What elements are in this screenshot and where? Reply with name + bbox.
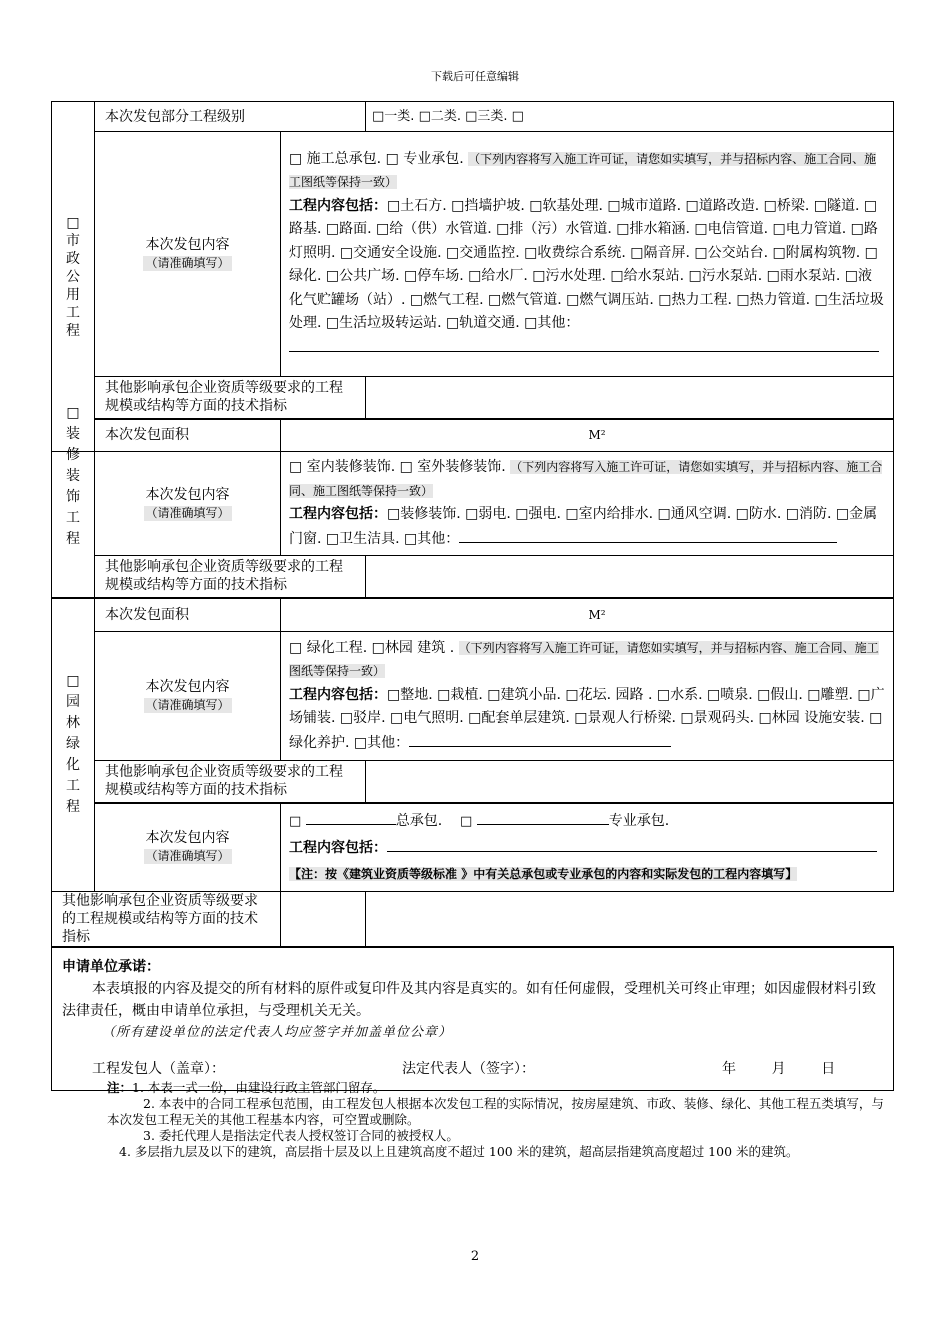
general-contract-input[interactable] xyxy=(306,809,396,825)
contract-type-options[interactable]: □ 施工总承包. □ 专业承包. xyxy=(289,150,464,167)
page-header: 下载后可任意编辑 xyxy=(431,70,519,83)
other-input-line[interactable] xyxy=(459,527,837,543)
grade-options[interactable]: □一类. □二类. □三类. □ xyxy=(366,102,894,132)
other-items-input[interactable] xyxy=(387,836,877,852)
municipal-items[interactable]: □土石方. □挡墙护坡. □软基处理. □城市道路. □道路改造. □桥梁. □隧道. □路基. □路面. □给（供）水管道. □排（污）水管道. □排水箱涵. □电信管道. □电力管道. □路灯照明. □交通安全设施. □交通监控. □收费综合系统. □隔音屏. □公交站台. □附属构筑物. □绿化. □公共广场. □停车场. □给水厂. □污水处理. □给水泵站. □污水泵站. □雨水泵站. □液化气贮罐场（站）. □燃气工程. □燃气管道. □燃气调压站. □热力工程. □热力管道. □生活垃圾处理. □生活垃圾转运站. □轨道交通. □其他： xyxy=(289,197,884,332)
landscape-content-label: 本次发包内容 （请准确填写） xyxy=(95,632,281,761)
other-tech-input[interactable] xyxy=(281,891,366,947)
date-label: 年 月 日 xyxy=(722,1060,836,1077)
other-tech-label: 其他影响承包企业资质等级要求的工程规模或结构等方面的技术指标 xyxy=(52,891,281,947)
special-contract-input[interactable] xyxy=(477,809,609,825)
issuer-label: 工程发包人（盖章）： xyxy=(92,1060,225,1077)
other-content-label: 本次发包内容 （请准确填写） xyxy=(95,803,281,892)
grade-label: 本次发包部分工程级别 xyxy=(95,102,366,132)
decoration-area-input[interactable]: M² xyxy=(281,419,894,452)
application-form-table xyxy=(51,101,894,452)
municipal-section-label: □ 市 政 公 用 工 程 xyxy=(52,102,95,452)
landscape-area-input[interactable]: M² xyxy=(281,598,894,632)
notice-text: （下列内容将写入施工许可证，请您如实填写，并与招标内容、施工合同、施工图纸等保持一致） xyxy=(289,151,877,190)
other-content[interactable]: □ 总承包. □ 专业承包. 工程内容包括： 【注：按《建筑业资质等级标准 》中有关总承包或专业承包的内容和实际发包的工程内容填写】 xyxy=(281,803,894,892)
other-input-line[interactable] xyxy=(409,731,671,747)
decoration-tech-label: 其他影响承包企业资质等级要求的工程规模或结构等方面的技术指标 xyxy=(95,556,366,598)
municipal-tech-label: 其他影响承包企业资质等级要求的工程规模或结构等方面的技术指标 xyxy=(95,377,366,419)
landscape-content[interactable]: □ 绿化工程. □林园 建筑 . （下列内容将写入施工许可证，请您如实填写，并与招标内容、施工合同、施工图纸等保持一致） 工程内容包括：□整地. □栽植. □建筑小品. □花坛. 园路 . □水系. □喷泉. □假山. □雕塑. □广场铺装. □驳岸. □电气照明. □配套单层建筑. □景观人行桥梁. □景观码头. □林园 设施安装. □绿化养护. □其他： xyxy=(281,632,894,761)
landscape-items[interactable]: □整地. □栽植. □建筑小品. □花坛. 园路 . □水系. □喷泉. □假山. □雕塑. □广场铺装. □驳岸. □电气照明. □配套单层建筑. □景观人行桥梁. □景观码头. □林园 设施安装. □绿化养护. □其他： xyxy=(289,686,885,751)
other-input-line[interactable] xyxy=(289,336,879,352)
declaration-body: 本表填报的内容及提交的所有材料的原件或复印件及其内容是真实的。如有任何虚假，受理机关可终止审理；如因虚假材料引致法律责任，概由申请单位承担，与受理机关无关。 xyxy=(62,980,876,1019)
decoration-section-label: □ 装 修 装 饰 工 程 xyxy=(52,452,95,598)
decoration-content[interactable]: □ 室内装修装饰. □ 室外装修装饰. （下列内容将写入施工许可证，请您如实填写，并与招标内容、施工合同、施工图纸等保持一致） 工程内容包括：□装修装饰. □弱电. □强电. □室内给排水. □通风空调. □防水. □消防. □金属门窗. □卫生洁具. □其他： xyxy=(281,452,894,556)
bracket-note: 【注：按《建筑业资质等级标准 》中有关总承包或专业承包的内容和实际发包的工程内容填写】 xyxy=(289,866,798,881)
municipal-tech-input[interactable] xyxy=(366,377,894,419)
page-number: 2 xyxy=(470,1249,480,1264)
application-form-table-lower xyxy=(51,404,894,1091)
landscape-tech-label: 其他影响承包企业资质等级要求的工程规模或结构等方面的技术指标 xyxy=(95,761,366,803)
representative-label: 法定代表人（签字）： xyxy=(402,1060,535,1077)
seal-note: （所有建设单位的法定代表人均应签字并加盖单位公章） xyxy=(102,1024,453,1040)
landscape-section-label: □ 园 林 绿 化 工 程 xyxy=(52,598,95,892)
municipal-content[interactable]: □ 施工总承包. □ 专业承包. （下列内容将写入施工许可证，请您如实填写，并与招标内容、施工合同、施工图纸等保持一致） 工程内容包括：□土石方. □挡墙护坡. □软基处理. □城市道路. □道路改造. □桥梁. □隧道. □路基. □路面. □给（供）水管道. □排（污）水管道. □排水箱涵. □电信管道. □电力管道. □路灯照明. □交通安全设施. □交通监控. □收费综合系统. □隔音屏. □公交站台. □附属构筑物. □绿化. □公共广场. □停车场. □给水厂. □污水处理. □给水泵站. □污水泵站. □雨水泵站. □液化气贮罐场（站）. □燃气工程. □燃气管道. □燃气调压站. □热力工程. □热力管道. □生活垃圾处理. □生活垃圾转运站. □轨道交通. □其他： xyxy=(281,132,894,377)
landscape-area-label: 本次发包面积 xyxy=(95,598,281,632)
declaration xyxy=(52,947,894,1091)
notes: 注：1. 本表一式一份，由建设行政主管部门留存。 2. 本表中的合同工程承包范围，由工程发包人根据本次发包工程的实际情况，按房屋建筑、市政、装修、绿化、其他工程五类填写，与本次发包工程无关的其他工程基本内容，可空置或删除。 3. 委托代理人是指法定代表人授权签订合同的被授权人。 4. 多层指九层及以下的建筑，高层指十层及以上且建筑高度不超过 100 米的建筑，超高层指建筑高度超过 100 米的建筑。 xyxy=(107,1080,884,1159)
decoration-items[interactable]: □装修装饰. □弱电. □强电. □室内给排水. □通风空调. □防水. □消防. □金属门窗. □卫生洁具. □其他： xyxy=(289,506,878,547)
declaration-title: 申请单位承诺： xyxy=(62,958,160,975)
landscape-tech-input[interactable] xyxy=(366,761,894,803)
decoration-content-label: 本次发包内容 （请准确填写） xyxy=(95,452,281,556)
municipal-content-label: 本次发包内容 （请准确填写） xyxy=(95,132,281,377)
decoration-area-label: 本次发包面积 xyxy=(95,419,281,452)
decoration-tech-input[interactable] xyxy=(366,556,894,598)
